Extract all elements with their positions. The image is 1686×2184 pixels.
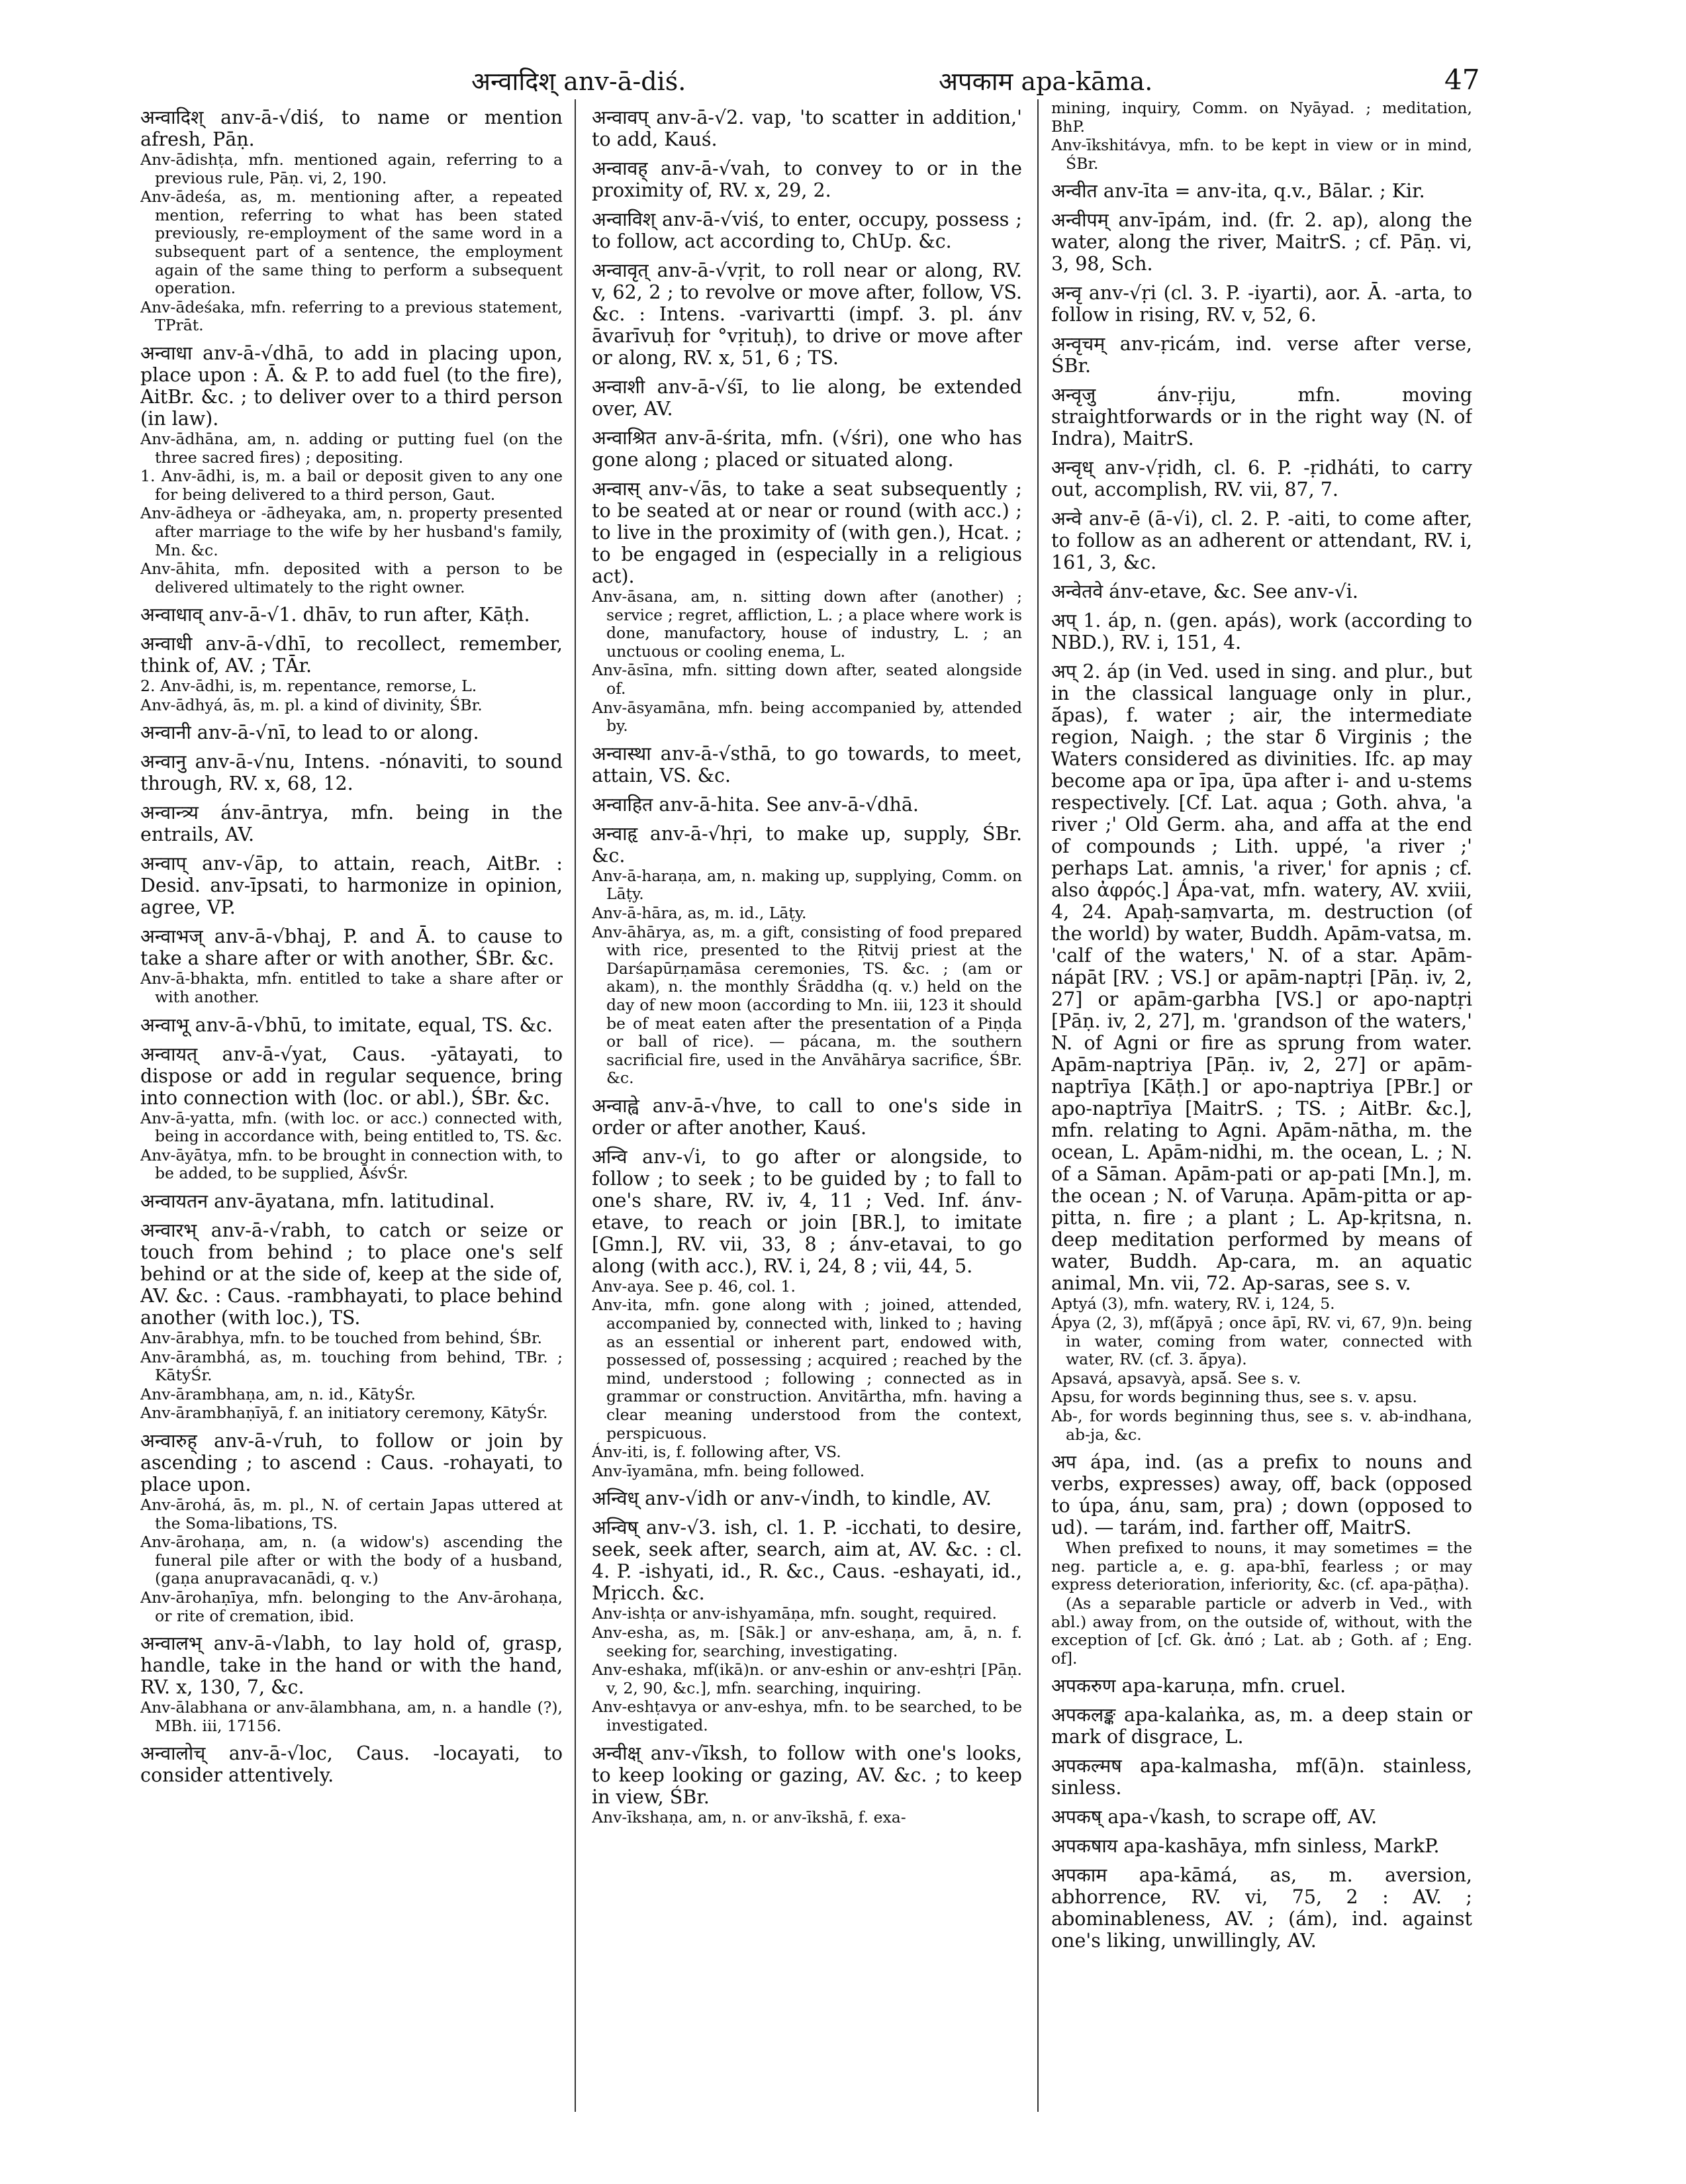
dictionary-entry: Anv-ishṭa or anv-ishyamāṇa, mfn. sought, required. [592, 1604, 997, 1623]
headword-entry: अन्वायतन anv-āyatana, mfn. latitudinal. [140, 1190, 495, 1213]
dictionary-entry: Anv-āhita, mfn. deposited with a person to be delivered ultimately to the right owner. [140, 559, 563, 596]
headword-entry: अन्वीत anv-īta = anv-ita, q.v., Bālar. ; Kir. [1051, 180, 1425, 203]
dictionary-entry: Anv-īyamāna, mfn. being followed. [592, 1461, 865, 1480]
dictionary-entry: Anv-ārohaṇīya, mfn. belonging to the Anv-ārohaṇa, or rite of cremation, ibid. [140, 1588, 563, 1625]
dictionary-entry: Apsu, for words beginning thus, see s. v. apsu. [1051, 1388, 1417, 1407]
headword-entry: अन्वालभ् anv-ā-√labh, to lay hold of, grasp, handle, take in the hand or with the hand, RV. x, 130, 7, &c. [140, 1633, 563, 1699]
headword-entry: अन्वाधा anv-ā-√dhā, to add in placing upon, place upon : Ā. & P. to add fuel (to the fire), AitBr. &c. ; to deliver over to a third person (in law). [140, 342, 563, 430]
dictionary-entry: Anv-ādhāna, am, n. adding or putting fuel (on the three sacred fires) ; depositing. [140, 429, 563, 467]
dictionary-entry: Anv-eshṭavya or anv-eshya, mfn. to be searched, to be investigated. [592, 1697, 1022, 1734]
column-2 [592, 99, 1022, 2138]
dictionary-entry: Anv-ārambhaṇa, am, n. id., KātyŚr. [140, 1384, 416, 1403]
headword-entry: अपकषाय apa-kashāya, mfn sinless, MarkP. [1051, 1835, 1440, 1858]
headword-entry: अन्वास् anv-√ās, to take a seat subsequently ; to be seated at or near or round (with acc.) ; to live in the proximity of (with gen.), Hcat. ; to be engaged in (especially in a religious act). [592, 478, 1022, 587]
headword-entry: अन्वावृत् anv-ā-√vṛit, to roll near or along, RV. v, 62, 2 ; to revolve or move after, follow, VS. &c. : Intens. -varivartti (impf. 3. pl. ánv āvarīvuḥ for °vṛituḥ), to drive or move after or along, RV. x, 51, 6 ; TS. [592, 260, 1022, 369]
headword-entry: अन्वाधी anv-ā-√dhī, to recollect, remember, think of, AV. ; TĀr. [140, 633, 563, 677]
dictionary-entry: (As a separable particle or adverb in Ved., with abl.) away from, on the outside of, without, with the exception of [cf. Gk. ἀπό ; Lat. ab ; Goth. af ; Eng. of]. [1051, 1593, 1472, 1668]
dictionary-entry: Anv-ādishṭa, mfn. mentioned again, referring to a previous rule, Pāṇ. vi, 2, 190. [140, 150, 563, 187]
headword-entry: अन्वाविश् anv-ā-√viś, to enter, occupy, possess ; to follow, act according to, ChUp. &c. [592, 209, 1022, 252]
headword-entry: अन्वास्था anv-ā-√sthā, to go towards, to meet, attain, VS. &c. [592, 742, 1022, 786]
dictionary-entry: Anv-āhārya, as, m. a gift, consisting of food prepared with rice, presented to the Ṛitvij priest at the Darśapūrṇamāsa ceremonies, TS. &c. ; (am or akam), n. the monthly Śrāddha (q. v.) held on the day of new moon (according to Mn. iii, 123 it should be of meat eaten after the presentation of a Piṇḍa or ball of rice). — pácana, m. the southern sacrificial fire, used in the Anvāhārya sacrifice, ŚBr. &c. [592, 922, 1022, 1088]
dictionary-entry: Anv-ā-bhakta, mfn. entitled to take a share after or with another. [140, 969, 563, 1007]
headword-entry: अन्वारभ् anv-ā-√rabh, to catch or seize or touch from behind ; to place one's self behind or at the side of, keep at the side of, AV. &c. : Caus. -rambhayati, to place behind another (with loc.), TS. [140, 1219, 563, 1329]
running-head-left: अन्वादिश् anv-ā-diś. [471, 67, 686, 96]
dictionary-entry: Anv-ādhyá, ās, m. pl. a kind of divinity, ŚBr. [140, 695, 483, 714]
headword-entry: अन्विष् anv-√3. ish, cl. 1. P. -icchati, to desire, seek, seek after, search, aim at, AV. &c. : cl. 4. P. -ishyati, id., R. &c., Caus. -eshayati, id., Mṛicch. &c. [592, 1517, 1022, 1605]
page-number: 47 [1444, 64, 1480, 96]
dictionary-entry: Anv-ārohaṇa, am, n. (a widow's) ascending the funeral pile after or with the body of a husband, (gaṇa anupravacanādi, q. v.) [140, 1533, 563, 1588]
headword-entry: अप् 1. áp, n. (gen. apás), work (according to NBD.), RV. i, 151, 4. [1051, 610, 1472, 654]
headword-entry: अन्वे anv-ē (ā-√i), cl. 2. P. -aiti, to come after, to follow as an adherent or attendant, RV. i, 161, 3, &c. [1051, 508, 1472, 574]
headword-entry: अन्वावप् anv-ā-√2. vap, 'to scatter in addition,' to add, Kauś. [592, 107, 1022, 150]
dictionary-entry: Apsavá, apsavyà, apsā́. See s. v. [1051, 1368, 1301, 1388]
dictionary-entry: Anv-ādeśaka, mfn. referring to a previous statement, TPrāt. [140, 297, 563, 335]
headword-entry: अप् 2. áp (in Ved. used in sing. and plur., but in the classical language only in plur., ā́pas), f. water ; air, the intermediate region, Naigh. ; the star δ Virginis ; the Waters considered as divinities. Ifc. ap may become apa or īpa, ūpa after i- and u-stems respectively. [Cf. Lat. aqua ; Goth. ahva, 'a river ;' Old Germ. aha, and affa at the end of compounds ; Lith. uppé, 'a river ;' perhaps Lat. amnis, 'a river,' for apnis ; cf. also ἀφρός.] Ápa-vat, mfn. watery, AV. xviii, 4, 24. Apaḥ-saṃvarta, m. destruction (of the world) by water, Buddh. Apām-vatsa, m. 'calf of the waters,' N. of a star. Apām-nápāt [RV. ; VS.] or apām-naptṛi [Pāṇ. iv, 2, 27] or apām-garbha [VS.] or apo-naptṛi [Pāṇ. iv, 2, 27], m. 'grandson of the waters,' N. of Agni or fire as sprung from water. Apām-naptriya [Pāṇ. iv, 2, 27] or apām-naptrīya [Kāṭh.] or apo-naptriya [PBr.] or apo-naptrīya [MaitrS. ; TS. ; AitBr. &c.], mfn. relating to Agni. Apām-nātha, m. the ocean, L. Apām-nidhi, m. the ocean, L. ; N. of a Sāman. Apām-pati or ap-pati [Mn.], m. the ocean ; N. of Varuṇa. Apām-pitta or ap-pitta, n. fire ; a plant ; L. Ap-kṛitsna, n. deep meditation performed by means of water, Buddh. Ap-cara, m. an aquatic animal, Mn. vii, 72. Ap-saras, see s. v. [1051, 661, 1472, 1295]
headword-entry: अन्वावह् anv-ā-√vah, to convey to or in the proximity of, RV. x, 29, 2. [592, 158, 1022, 201]
headword-entry: अन्वाशी anv-ā-√śī, to lie along, be extended over, AV. [592, 376, 1022, 420]
dictionary-entry: Anv-ārambhá, as, m. touching from behind, TBr. ; KātyŚr. [140, 1347, 563, 1385]
headword-entry: अन्वादिश् anv-ā-√diś, to name or mention afresh, Pāṇ. [140, 107, 563, 150]
headword-entry: अन्वायत् anv-ā-√yat, Caus. -yātayati, to dispose or add in regular sequence, bring into connection with (loc. or abl.), ŚBr. &c. [140, 1043, 563, 1109]
dictionary-entry: 1. Anv-ādhi, is, m. a bail or deposit given to any one for being delivered to a third person, Gaut. [140, 467, 563, 504]
headword-entry: अन्वाप् anv-√āp, to attain, reach, AitBr. : Desid. anv-īpsati, to harmonize in opinion, agree, VP. [140, 853, 563, 919]
headword-entry: अन्विध् anv-√idh or anv-√indh, to kindle, AV. [592, 1488, 992, 1510]
dictionary-entry: When prefixed to nouns, it may sometimes = the neg. particle a, e. g. apa-bhī, fearless ; or may express deterioration, inferiority, &c. (cf. apa-pāṭha). [1051, 1539, 1472, 1594]
headword-entry: अन्वि anv-√i, to go after or alongside, to follow ; to seek ; to be guided by ; to fall to one's share, RV. iv, 4, 11 ; Ved. Inf. ánv-etave, to reach or join [BR.], to imitate [Gmn.], RV. vii, 33, 8 ; ánv-etavai, to go along (with acc.), RV. i, 24, 8 ; vii, 44, 5. [592, 1145, 1022, 1277]
headword-entry: अन्वीपम् anv-īpám, ind. (fr. 2. ap), along the water, along the river, MaitrS. ; cf. Pāṇ. vi, 3, 98, Sch. [1051, 209, 1472, 275]
column-divider [1037, 99, 1039, 2112]
headword-entry: अन्वाभज् anv-ā-√bhaj, P. and Ā. to cause to take a share after or with another, ŚBr. &c. [140, 926, 563, 970]
dictionary-entry: Anv-ārambhaṇīyā, f. an initiatory ceremony, KātyŚr. [140, 1403, 548, 1423]
headword-entry: अन्वान्त्र्य ánv-āntrya, mfn. being in the entrails, AV. [140, 802, 563, 846]
headword-entry: अन्वेतवे ánv-etave, &c. See anv-√i. [1051, 581, 1358, 603]
headword-entry: अन्वाश्रित anv-ā-śrita, mfn. (√śri), one who has gone along ; placed or situated along. [592, 427, 1022, 471]
dictionary-entry: Ápya (2, 3), mf(ā́pyā ; once āpī, RV. vi, 67, 9)n. being in water, coming from water, connected with water, RV. (cf. 3. ā́pya). [1051, 1313, 1472, 1369]
column-3 [1051, 99, 1472, 2138]
dictionary-entry: Anv-ālabhana or anv-ālambhana, am, n. a handle (?), MBh. iii, 17156. [140, 1698, 563, 1735]
headword-entry: अन्वृध् anv-√ṛidh, cl. 6. P. -ṛidháti, to carry out, accomplish, RV. vii, 87, 7. [1051, 457, 1472, 501]
column-divider [575, 99, 576, 2112]
dictionary-entry: Aptyá (3), mfn. watery, RV. i, 124, 5. [1051, 1294, 1335, 1313]
column-1 [140, 99, 563, 2138]
headword-entry: अन्वाहित anv-ā-hita. See anv-ā-√dhā. [592, 793, 919, 816]
dictionary-entry: Anv-ādheya or -ādheyaka, am, n. property presented after marriage to the wife by her husband's family, Mn. &c. [140, 504, 563, 559]
headword-entry: अन्वालोच् anv-ā-√loc, Caus. -locayati, to consider attentively. [140, 1742, 563, 1787]
headword-entry: अपकाम apa-kāmá, as, m. aversion, abhorrence, RV. vi, 75, 2 : AV. ; abominableness, AV. ; (ám), ind. against one's liking, unwillingly, AV. [1051, 1864, 1472, 1952]
dictionary-entry: Anv-ita, mfn. gone along with ; joined, attended, accompanied by, connected with, linked to ; having as an essential or inherent part, endowed with, possessed of, possessing ; acquired ; reached by the mind, understood ; following ; connected as in grammar or construction. Anvitārtha, mfn. having a clear meaning understood from the context, perspicuous. [592, 1296, 1022, 1443]
running-head-right: अपकाम apa-kāma. [939, 67, 1153, 96]
headword-entry: अन्वाधाव् anv-ā-√1. dhāv, to run after, Kāṭh. [140, 604, 530, 626]
dictionary-entry: Ánv-iti, is, f. following after, VS. [592, 1443, 841, 1462]
headword-entry: अपकल्मष apa-kalmasha, mf(ā)n. stainless, sinless. [1051, 1755, 1472, 1799]
dictionary-entry: Anv-ārohá, ās, m. pl., N. of certain Japas uttered at the Soma-libations, TS. [140, 1496, 563, 1533]
headword-entry: अपकरुण apa-karuṇa, mfn. cruel. [1051, 1675, 1346, 1697]
dictionary-entry: Ab-, for words beginning thus, see s. v. ab-indhana, ab-ja, &c. [1051, 1406, 1472, 1444]
dictionary-entry: mining, inquiry, Comm. on Nyāyad. ; meditation, BhP. [1051, 99, 1472, 136]
headword-entry: अपकष् apa-√kash, to scrape off, AV. [1051, 1806, 1378, 1828]
dictionary-entry: Anv-ā-haraṇa, am, n. making up, supplying, Comm. on Lāṭy. [592, 866, 1022, 904]
headword-entry: अन्वीक्ष् anv-√īksh, to follow with one's looks, to keep looking or gazing, AV. &c. ; to keep in view, ŚBr. [592, 1742, 1022, 1808]
dictionary-entry: Anv-ā-hāra, as, m. id., Lāṭy. [592, 903, 807, 922]
dictionary-entry: Anv-āyātya, mfn. to be brought in connection with, to be added, to be supplied, ĀśvŚr. [140, 1145, 563, 1183]
dictionary-entry: Anv-ā-yatta, mfn. (with loc. or acc.) connected with, being in accordance with, being entitled to, TS. &c. [140, 1108, 563, 1146]
headword-entry: अन्वारुह् anv-ā-√ruh, to follow or join by ascending ; to ascend : Caus. -rohayati, to place upon. [140, 1430, 563, 1496]
headword-entry: अन्वाह्वे anv-ā-√hve, to call to one's side in order or after another, Kauś. [592, 1094, 1022, 1139]
headword-entry: अपकलङ्क apa-kalaṅka, as, m. a deep stain or mark of disgrace, L. [1051, 1704, 1472, 1748]
headword-entry: अन्वृजु ánv-ṛiju, mfn. moving straightforwards or in the right way (N. of Indra), MaitrS. [1051, 384, 1472, 450]
headword-entry: अन्वाहृ anv-ā-√hṛi, to make up, supply, ŚBr. &c. [592, 822, 1022, 867]
dictionary-entry: Anv-aya. See p. 46, col. 1. [592, 1276, 796, 1296]
dictionary-entry: Anv-īkshitávya, mfn. to be kept in view or in mind, ŚBr. [1051, 136, 1472, 173]
headword-entry: अन्वाभू anv-ā-√bhū, to imitate, equal, TS. &c. [140, 1014, 553, 1036]
headword-entry: अन्वानु anv-ā-√nu, Intens. -nónaviti, to sound through, RV. x, 68, 12. [140, 751, 563, 795]
dictionary-entry: Anv-āsana, am, n. sitting down after (another) ; service ; regret, affliction, L. ; a place where work is done, manufactory, house of industry, L. ; an unctuous or cooling enema, L. [592, 587, 1022, 661]
dictionary-entry: Anv-eshaka, mf(ikā)n. or anv-eshin or anv-eshṭri [Pāṇ. v, 2, 90, &c.], mfn. searching, inquiring. [592, 1660, 1022, 1697]
dictionary-entry: Anv-ādeśa, as, m. mentioning after, a repeated mention, referring to what has been stated previously, re-employment of the same word in a subsequent part of a sentence, the employment again of the same thing to perform a subsequent operation. [140, 187, 563, 298]
dictionary-entry: Anv-ārabhya, mfn. to be touched from behind, ŚBr. [140, 1329, 543, 1348]
dictionary-entry: Anv-esha, as, m. [Sāk.] or anv-eshaṇa, am, ā, n. f. seeking for, searching, investigating. [592, 1623, 1022, 1660]
dictionary-entry: 2. Anv-ādhi, is, m. repentance, remorse, L. [140, 677, 477, 696]
dictionary-entry: Anv-īkshaṇa, am, n. or anv-īkshā, f. exa- [592, 1807, 906, 1827]
headword-entry: अन्वृ anv-√ṛi (cl. 3. P. -iyarti), aor. Ā. -arta, to follow in rising, RV. v, 52, 6. [1051, 282, 1472, 326]
headword-entry: अप ápa, ind. (as a prefix to nouns and verbs, expresses) away, off, back (opposed to úpa, ánu, sam, pra) ; down (opposed to ud). — tarám, ind. farther off, MaitrS. [1051, 1451, 1472, 1539]
dictionary-entry: Anv-āsyamāna, mfn. being accompanied by, attended by. [592, 698, 1022, 736]
headword-entry: अन्वृचम् anv-ṛicám, ind. verse after verse, ŚBr. [1051, 333, 1472, 377]
dictionary-entry: Anv-āsīna, mfn. sitting down after, seated alongside of. [592, 661, 1022, 698]
headword-entry: अन्वानी anv-ā-√nī, to lead to or along. [140, 722, 479, 744]
